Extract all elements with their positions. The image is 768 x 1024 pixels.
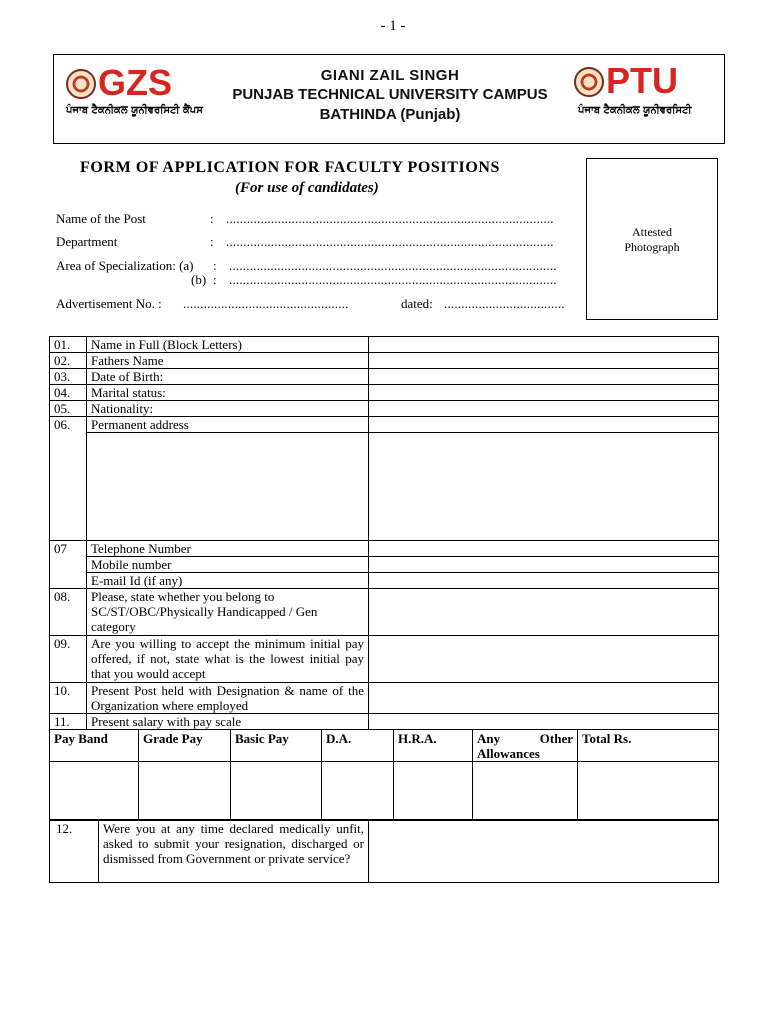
specialization-a-label: Area of Specialization: (a) — [56, 258, 194, 273]
email-input[interactable] — [369, 573, 719, 589]
present-post-input[interactable] — [369, 683, 719, 714]
category-input[interactable] — [369, 589, 719, 636]
permanent-address-area[interactable] — [87, 433, 369, 541]
permanent-address-input-line[interactable] — [369, 417, 719, 433]
right-punjabi-text: ਪੰਜਾਬ ਟੈਕਨੀਕਲ ਯੂਨੀਵਰਸਿਟੀ — [578, 105, 692, 116]
institution-line-1: GIANI ZAIL SINGH — [320, 67, 460, 84]
row-label: Fathers Name — [87, 353, 369, 369]
gzs-logo: GZS — [98, 62, 173, 103]
grade-pay-input[interactable] — [139, 762, 231, 820]
form-title: FORM OF APPLICATION FOR FACULTY POSITIONS — [80, 159, 501, 176]
table-row — [50, 636, 719, 683]
permanent-address-input[interactable] — [369, 433, 719, 541]
table-row — [50, 714, 719, 730]
photo-label-photograph: Photograph — [624, 240, 680, 254]
row-label: Nationality: — [87, 401, 369, 417]
left-punjabi-text: ਪੰਜਾਬ ਟੈਕਨੀਕਲ ਯੂਨੀਵਰਸਿਟੀ ਕੈਂਪਸ — [66, 105, 203, 116]
dated-field[interactable]: ................................... — [444, 296, 565, 311]
row-number: 01. — [50, 337, 87, 353]
dated-label: dated: — [401, 296, 433, 311]
ptu-seal-icon — [574, 67, 604, 97]
row-label: Name in Full (Block Letters) — [87, 337, 369, 353]
row-number: 08. — [50, 589, 87, 636]
row-label: Date of Birth: — [87, 369, 369, 385]
pay-band-input[interactable] — [50, 762, 139, 820]
row-label: Were you at any time declared medically unfit, asked to submit your resignation, discharged or dismissed from Government or private service? — [99, 821, 369, 883]
salary-header-row — [50, 730, 719, 762]
other-allowances-input[interactable] — [473, 762, 578, 820]
advertisement-label: Advertisement No. : — [56, 296, 162, 311]
mobile-input[interactable] — [369, 557, 719, 573]
da-input[interactable] — [322, 762, 394, 820]
department-field[interactable]: ............................................................................................... — [226, 234, 554, 249]
table-row — [50, 821, 719, 883]
date-of-birth-input[interactable] — [369, 369, 719, 385]
department-label: Department — [56, 234, 118, 249]
basic-pay-header: Basic Pay — [231, 730, 322, 762]
table-row — [50, 369, 719, 385]
row-number: 04. — [50, 385, 87, 401]
nationality-input[interactable] — [369, 401, 719, 417]
row-label: Present Post held with Designation & name of the Organization where employed — [87, 683, 369, 714]
post-label: Name of the Post — [56, 211, 146, 226]
row-number: 10. — [50, 683, 87, 714]
table-row — [50, 417, 719, 433]
row-number: 05. — [50, 401, 87, 417]
photograph-box[interactable] — [586, 158, 718, 320]
minimum-pay-input[interactable] — [369, 636, 719, 683]
page-number: - 1 - — [380, 18, 406, 34]
marital-status-input[interactable] — [369, 385, 719, 401]
row-label: E-mail Id (if any) — [87, 573, 369, 589]
present-salary-input[interactable] — [369, 714, 719, 730]
total-header: Total Rs. — [578, 730, 719, 762]
full-name-input[interactable] — [369, 337, 719, 353]
grade-pay-header: Grade Pay — [139, 730, 231, 762]
hra-input[interactable] — [394, 762, 473, 820]
specialization-a-colon: : — [213, 258, 217, 273]
table-row — [50, 683, 719, 714]
other-allowances-header: Any Other Allowances — [473, 730, 578, 762]
advertisement-field[interactable]: ................................................ — [183, 296, 349, 311]
table-row — [50, 385, 719, 401]
table-row — [50, 589, 719, 636]
fathers-name-input[interactable] — [369, 353, 719, 369]
ptu-logo: PTU — [606, 60, 678, 101]
table-row — [50, 433, 719, 541]
department-colon: : — [210, 234, 214, 249]
table-row — [50, 573, 719, 589]
row-label: Marital status: — [87, 385, 369, 401]
row-number: 02. — [50, 353, 87, 369]
applicant-details-table — [49, 336, 719, 730]
total-input[interactable] — [578, 762, 719, 820]
row-number: 06. — [50, 417, 87, 541]
row-label: Mobile number — [87, 557, 369, 573]
table-row — [50, 337, 719, 353]
salary-input-row — [50, 762, 719, 820]
form-subtitle: (For use of candidates) — [235, 180, 379, 196]
row-label: Are you willing to accept the minimum initial pay offered, if not, state what is the lowest initial pay that you would accept — [87, 636, 369, 683]
row-label: Present salary with pay scale — [87, 714, 369, 730]
medically-unfit-input[interactable] — [369, 821, 719, 883]
row-label: Permanent address — [87, 417, 369, 433]
specialization-b-colon: : — [213, 272, 217, 287]
row-label: Telephone Number — [87, 541, 369, 557]
post-field[interactable]: ............................................................................................... — [226, 211, 554, 226]
row-number: 07 — [50, 541, 87, 589]
table-row — [50, 541, 719, 557]
table-row — [50, 557, 719, 573]
hra-header: H.R.A. — [394, 730, 473, 762]
institution-banner — [53, 54, 725, 144]
row-number: 11. — [50, 714, 87, 730]
post-colon: : — [210, 211, 214, 226]
specialization-b-label: (b) — [191, 272, 207, 287]
basic-pay-input[interactable] — [231, 762, 322, 820]
table-row — [50, 401, 719, 417]
row-number: 09. — [50, 636, 87, 683]
institution-line-2: PUNJAB TECHNICAL UNIVERSITY CAMPUS — [232, 86, 548, 103]
da-header: D.A. — [322, 730, 394, 762]
photo-label-attested: Attested — [632, 225, 672, 239]
table-row — [50, 353, 719, 369]
pay-band-header: Pay Band — [50, 730, 139, 762]
institution-line-3: BATHINDA (Punjab) — [319, 106, 461, 123]
specialization-b-field[interactable]: ............................................................................................... — [229, 272, 557, 287]
telephone-input[interactable] — [369, 541, 719, 557]
service-record-table — [49, 820, 719, 883]
row-label: Please, state whether you belong to SC/ST/OBC/Physically Handicapped / Gen category — [87, 589, 369, 636]
row-number: 03. — [50, 369, 87, 385]
row-number: 12. — [50, 821, 99, 883]
salary-table — [49, 729, 719, 820]
specialization-a-field[interactable]: ............................................................................................... — [229, 258, 557, 273]
